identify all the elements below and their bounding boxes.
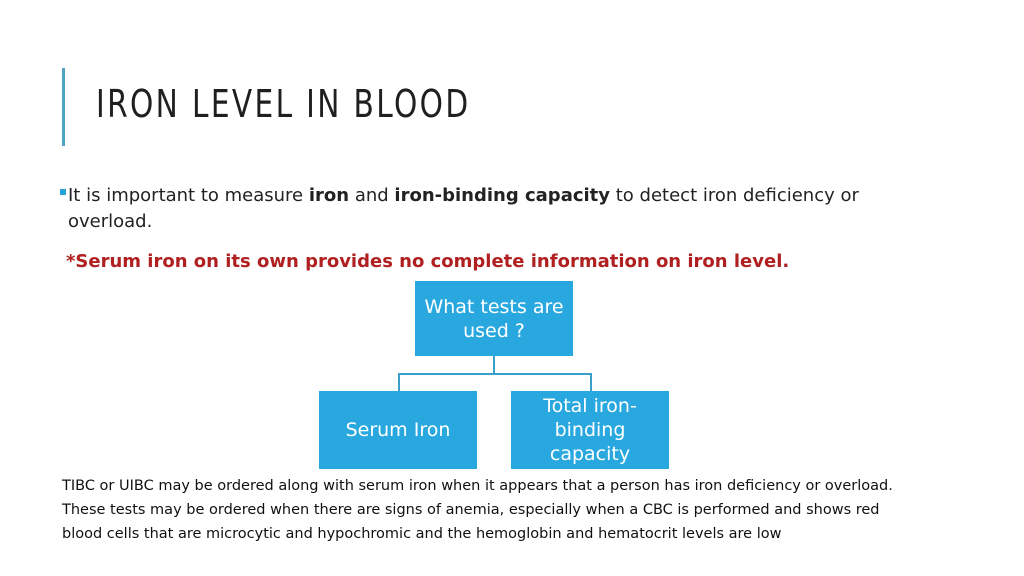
diagram-serum-iron-box — [319, 391, 477, 469]
connector-horizontal — [398, 373, 592, 375]
diagram-root-box — [415, 281, 573, 356]
bullet-square-icon — [60, 189, 66, 195]
bullet-point — [60, 183, 940, 235]
slide-title: IRON LEVEL IN BLOOD — [96, 82, 471, 126]
paragraph-line-2: These tests may be ordered when there are signs of anemia, especially when a CBC is performed and shows red — [62, 502, 880, 518]
bullet-text-line2: overload. — [68, 211, 153, 232]
diagram-tibc-label: Total iron-binding capacity — [543, 395, 637, 465]
bullet-text-mid: and — [349, 185, 395, 206]
diagram-serum-iron-label: Serum Iron — [345, 419, 451, 441]
paragraph-line-1: TIBC or UIBC may be ordered along with serum iron when it appears that a person has iron deficiency or overload. — [62, 478, 893, 494]
bullet-bold-capacity: iron-binding capacity — [394, 185, 611, 206]
explanation-paragraph — [62, 474, 962, 546]
bullet-text-pre: It is important to measure — [68, 185, 309, 206]
diagram-tibc-box — [511, 391, 669, 469]
red-note: *Serum iron on its own provides no complete information on iron level. — [66, 251, 790, 272]
paragraph-line-3: blood cells that are microcytic and hypochromic and the hemoglobin and hematocrit levels are low — [62, 526, 782, 542]
bullet-text-post: to detect iron deficiency or — [610, 185, 859, 206]
diagram-root-label: What tests are used ? — [424, 295, 564, 342]
title-accent-bar — [62, 68, 65, 146]
connector-right-down — [590, 373, 592, 391]
connector-root-down — [493, 356, 495, 374]
connector-left-down — [398, 373, 400, 391]
bullet-bold-iron: iron — [308, 185, 350, 206]
